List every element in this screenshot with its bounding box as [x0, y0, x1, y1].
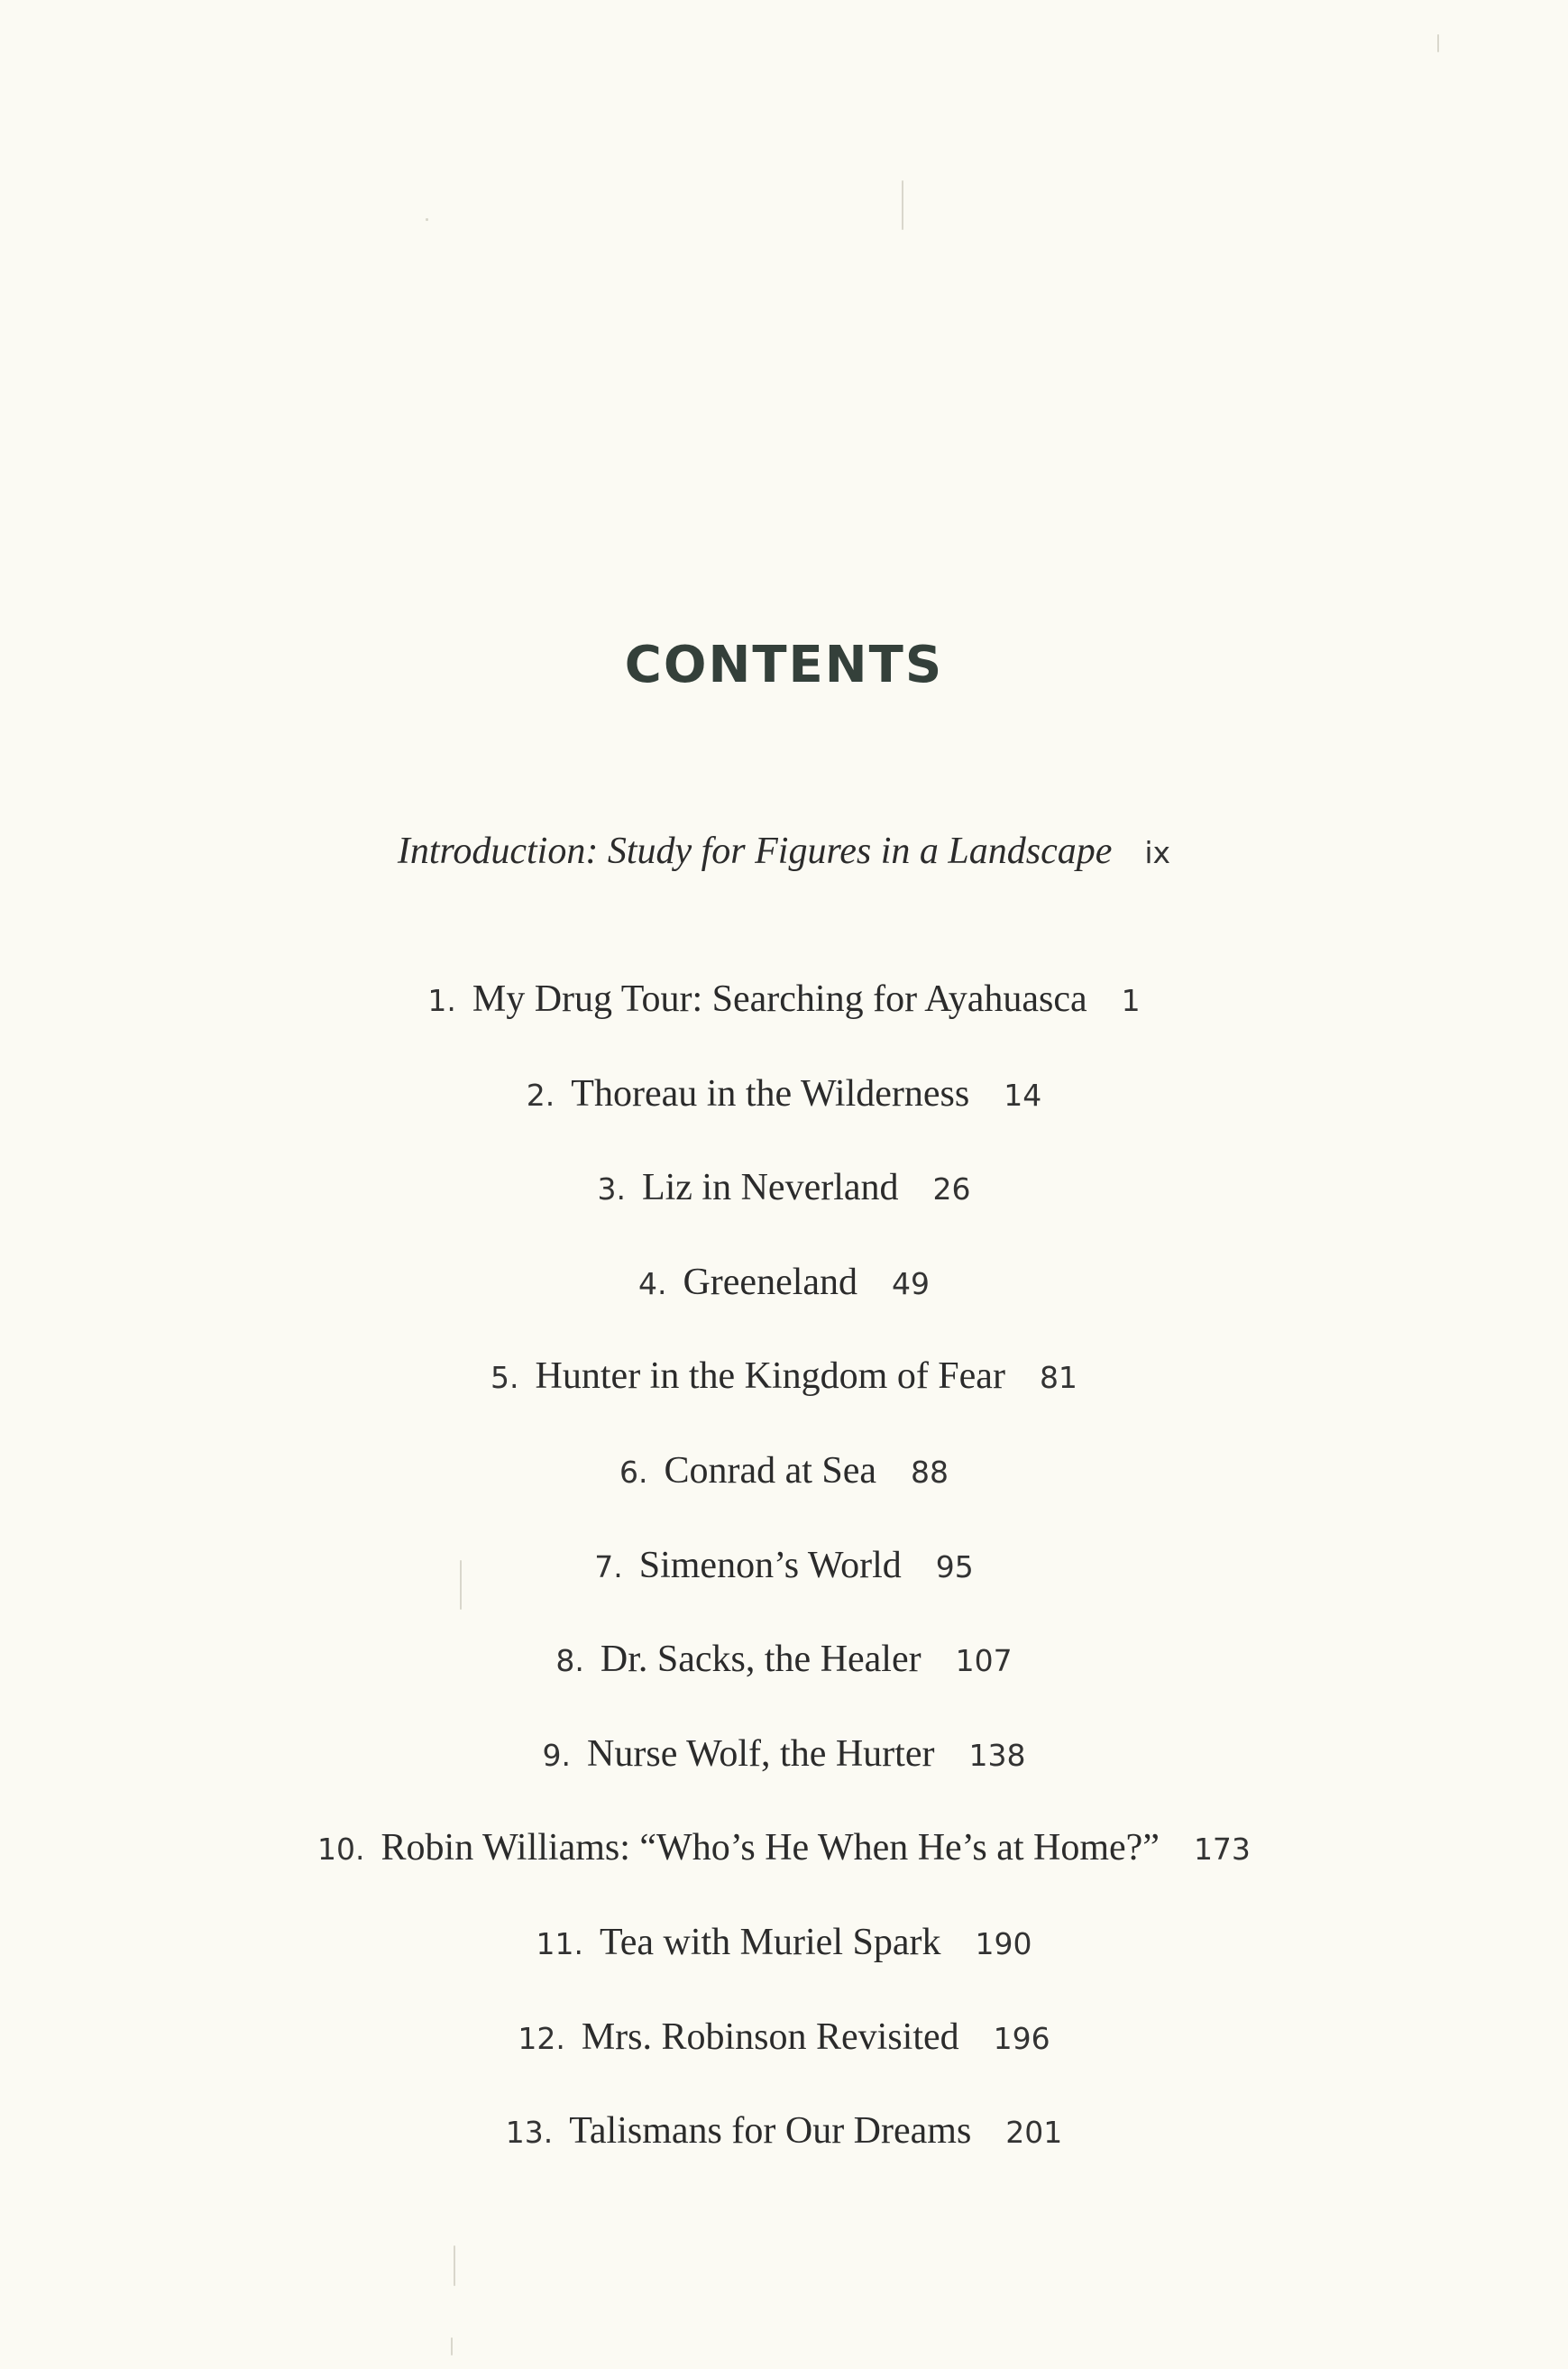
toc-entry-chapter-5 [0, 1349, 1568, 1444]
toc-entry-chapter-8 [0, 1632, 1568, 1727]
scan-artifact [451, 2337, 453, 2355]
chapter-number: 3. [597, 1171, 626, 1207]
chapter-number: 11. [536, 1925, 583, 1961]
chapter-page: 196 [993, 2020, 1050, 2056]
chapter-page: 81 [1039, 1360, 1077, 1396]
chapter-title: My Drug Tour: Searching for Ayahuasca [472, 978, 1087, 1020]
scan-artifact [1437, 34, 1439, 52]
chapter-page: 201 [1005, 2115, 1063, 2151]
toc-entry-chapter-9 [0, 1727, 1568, 1822]
chapter-page: 190 [975, 1925, 1032, 1961]
toc-entry-chapter-12 [0, 2010, 1568, 2105]
toc-entry-chapter-1 [0, 972, 1568, 1067]
chapter-number: 6. [619, 1454, 648, 1490]
chapter-number: 8. [555, 1643, 584, 1679]
toc-entry-chapter-3 [0, 1161, 1568, 1255]
chapter-title: Talismans for Our Dreams [569, 2110, 972, 2153]
chapter-number: 13. [505, 2115, 554, 2151]
chapter-number: 4. [637, 1265, 667, 1301]
toc-entry-title: Introduction: Study for Figures in a Landscape [397, 831, 1113, 872]
chapter-number: 2. [526, 1077, 555, 1113]
toc-entry-chapter-13 [0, 2104, 1568, 2199]
toc-entry-chapter-2 [0, 1067, 1568, 1162]
toc-entry-chapter-6 [0, 1444, 1568, 1538]
chapter-number: 5. [491, 1360, 519, 1396]
chapter-page: 173 [1193, 1832, 1251, 1868]
chapter-number: 1. [427, 983, 456, 1018]
chapter-page: 88 [911, 1454, 949, 1490]
chapter-title: Tea with Muriel Spark [600, 1921, 941, 1963]
scan-artifact [426, 218, 428, 221]
chapter-page: 95 [935, 1548, 974, 1584]
contents-heading: CONTENTS [624, 636, 944, 694]
chapter-title: Simenon’s World [638, 1544, 902, 1586]
scan-artifact [454, 2245, 455, 2286]
chapter-title: Mrs. Robinson Revisited [581, 2015, 959, 2058]
chapter-title: Liz in Neverland [641, 1167, 899, 1209]
chapter-title: Nurse Wolf, the Hurter [587, 1732, 935, 1775]
toc-entry-chapter-10 [0, 1821, 1568, 1915]
toc-entry-chapter-7 [0, 1538, 1568, 1633]
scan-artifact [902, 180, 903, 230]
chapter-page: 49 [892, 1265, 931, 1301]
chapter-page: 138 [968, 1737, 1026, 1773]
chapter-page: 1 [1121, 983, 1141, 1018]
chapter-number: 12. [518, 2020, 565, 2056]
chapter-page: 26 [932, 1171, 971, 1207]
chapter-title: Robin Williams: “Who’s He When He’s at Home?” [381, 1827, 1160, 1869]
toc-entry-chapter-11 [0, 1915, 1568, 2010]
chapter-title: Conrad at Sea [664, 1449, 877, 1492]
chapter-number: 9. [542, 1737, 572, 1773]
toc-entry-page: ix [1144, 835, 1171, 870]
chapter-title: Hunter in the Kingdom of Fear [535, 1355, 1005, 1398]
toc-entry-introduction [0, 830, 1568, 873]
chapter-number: 7. [594, 1548, 623, 1584]
chapter-title: Thoreau in the Wilderness [571, 1072, 970, 1115]
chapter-list [0, 972, 1568, 2199]
chapter-title: Dr. Sacks, the Healer [600, 1639, 922, 1681]
toc-entry-chapter-4 [0, 1255, 1568, 1350]
chapter-page: 14 [1004, 1077, 1042, 1113]
chapter-number: 10. [317, 1832, 365, 1868]
chapter-page: 107 [955, 1643, 1013, 1679]
chapter-title: Greeneland [683, 1261, 858, 1303]
